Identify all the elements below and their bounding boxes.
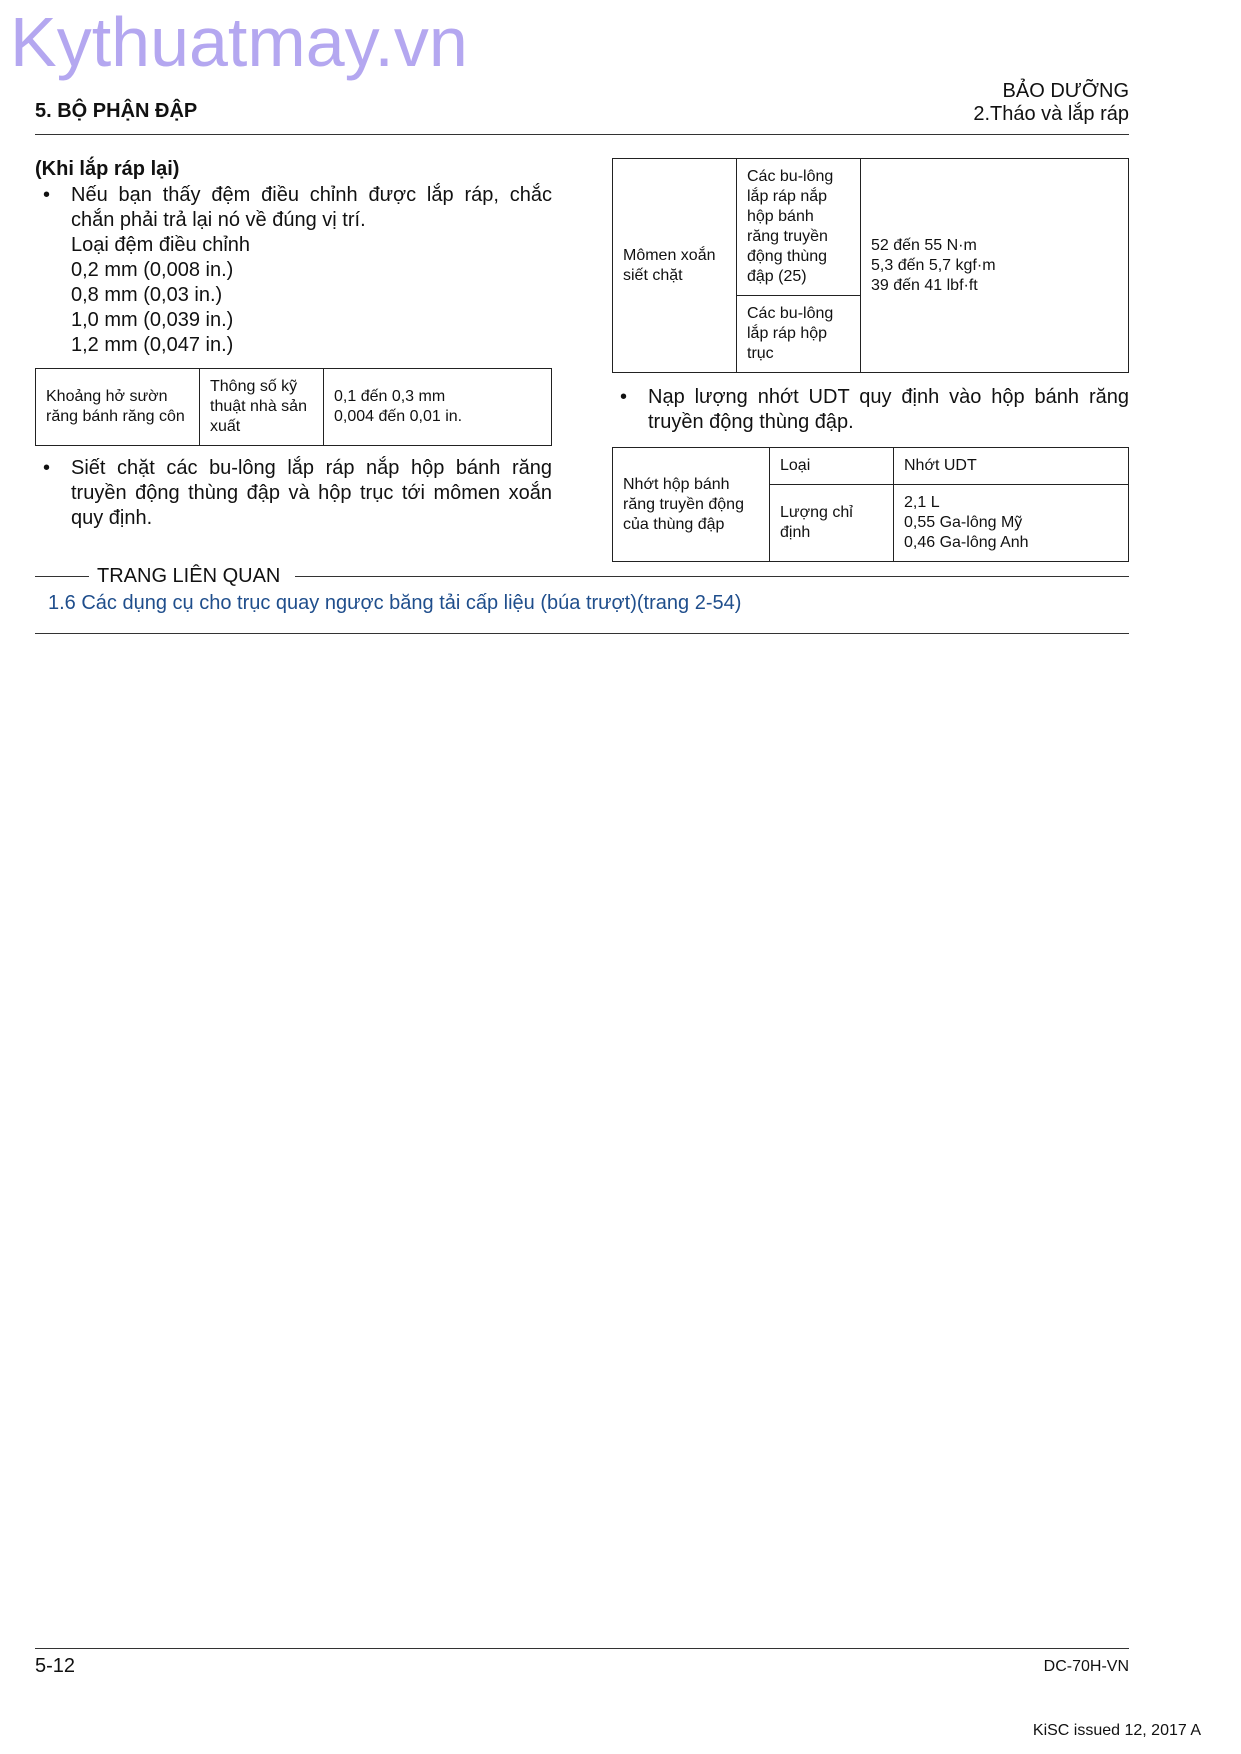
bullet-dot: • <box>43 184 51 206</box>
shim-size: 0,8 mm (0,03 in.) <box>71 284 223 306</box>
backlash-value-in: 0,004 đến 0,01 in. <box>334 408 463 425</box>
backlash-label: Khoảng hở sườn răng bánh răng côn <box>36 369 200 446</box>
bullet-dot: • <box>43 457 51 479</box>
bullet-dot: • <box>620 386 628 408</box>
page-number: 5-12 <box>35 1655 76 1677</box>
header-category: BẢO DƯỠNG <box>1002 80 1129 102</box>
torque-item-cover: Các bu-lông lắp ráp nắp hộp bánh răng truyền động thùng đập (25) <box>737 159 861 296</box>
related-heading <box>35 565 1129 589</box>
related-heading-label: TRANG LIÊN QUAN <box>97 565 281 587</box>
oil-table <box>612 447 1129 562</box>
oil-qty-value <box>894 485 1129 562</box>
shim-size: 0,2 mm (0,008 in.) <box>71 259 234 281</box>
oil-qty-l: 2,1 L <box>904 494 940 511</box>
bullet-shim-text: Nếu bạn thấy đệm điều chỉnh được lắp ráp, chắc chắn phải trả lại nó về đúng vị trí. <box>71 184 552 231</box>
oil-qty-us: 0,55 Ga-lông Mỹ <box>904 514 1023 531</box>
right-column <box>612 158 1129 562</box>
oil-label: Nhớt hộp bánh răng truyền động của thùng đập <box>613 448 770 562</box>
torque-value-kgf: 5,3 đến 5,7 kgf·m <box>871 256 996 274</box>
issued-note: KiSC issued 12, 2017 A <box>1032 1722 1201 1739</box>
shim-title: Loại đệm điều chỉnh <box>71 234 251 256</box>
torque-value-lbf: 39 đến 41 lbf·ft <box>871 276 978 294</box>
oil-type-label: Loại <box>770 448 894 485</box>
bullet-tighten <box>35 456 552 531</box>
backlash-spec-label: Thông số kỹ thuật nhà sản xuất <box>200 369 324 446</box>
shim-size: 1,2 mm (0,047 in.) <box>71 334 234 356</box>
left-column <box>35 158 552 531</box>
oil-type-value: Nhớt UDT <box>894 448 1129 485</box>
reassembly-subhead: (Khi lắp ráp lại) <box>35 158 180 180</box>
header-rule <box>35 134 1129 135</box>
oil-qty-uk: 0,46 Ga-lông Anh <box>904 534 1029 551</box>
bullet-tighten-text: Siết chặt các bu-lông lắp ráp nắp hộp bánh răng truyền động thùng đập và hộp trục tới mômen xoắn quy định. <box>71 457 552 529</box>
torque-table <box>612 158 1129 373</box>
header-subsection: 2.Tháo và lắp ráp <box>973 103 1129 125</box>
related-rule-right <box>295 576 1129 577</box>
bullet-shim <box>35 183 552 233</box>
bullet-oil <box>612 385 1129 435</box>
shim-size: 1,0 mm (0,039 in.) <box>71 309 234 331</box>
bullet-oil-text: Nạp lượng nhớt UDT quy định vào hộp bánh răng truyền động thùng đập. <box>648 386 1129 433</box>
related-bottom-rule <box>35 633 1129 634</box>
footer-rule <box>35 1648 1129 1649</box>
backlash-value-mm: 0,1 đến 0,3 mm <box>334 388 446 405</box>
torque-value <box>861 159 1129 373</box>
backlash-value <box>324 369 552 446</box>
related-page-link[interactable]: 1.6 Các dụng cụ cho trục quay ngược băng tải cấp liệu (búa trượt)(trang 2-54) <box>48 592 742 614</box>
backlash-table <box>35 368 552 446</box>
doc-code: DC-70H-VN <box>1043 1658 1129 1675</box>
torque-item-shaft: Các bu-lông lắp ráp hộp trục <box>737 296 861 373</box>
section-title: 5. BỘ PHẬN ĐẬP <box>35 100 198 122</box>
oil-qty-label: Lượng chỉ định <box>770 485 894 562</box>
torque-label: Mômen xoắn siết chặt <box>613 159 737 373</box>
related-rule-left <box>35 576 89 577</box>
watermark: Kythuatmay.vn <box>10 3 468 81</box>
torque-value-nm: 52 đến 55 N·m <box>871 236 977 254</box>
